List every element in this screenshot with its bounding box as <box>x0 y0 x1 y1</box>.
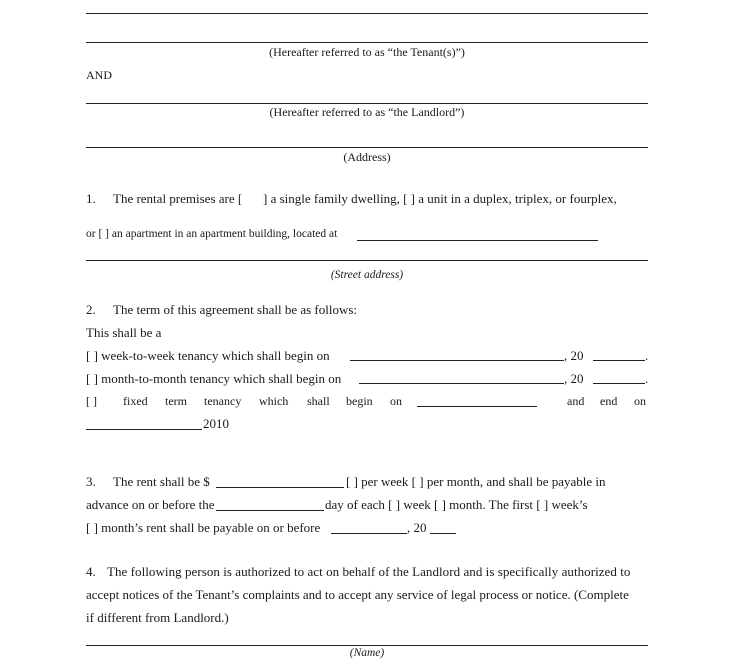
street-address-line[interactable] <box>86 260 648 261</box>
street-address-caption: (Street address) <box>330 269 404 281</box>
fixed-term-end-w2: on <box>634 394 646 408</box>
first-rent-date-blank[interactable] <box>331 533 407 534</box>
fixed-term-w6: begin <box>346 394 373 408</box>
fixed-term-w5: shall <box>307 394 330 408</box>
clause2-heading: The term of this agreement shall be as follows: <box>113 302 358 317</box>
fixed-term-w3: tenancy <box>204 394 242 408</box>
tenant-name-line-1[interactable] <box>86 13 648 14</box>
week-to-week-option[interactable]: [ ] week-to-week tenancy which shall begin on <box>86 348 330 363</box>
clause1-line1-start: The rental premises are [ <box>113 191 243 206</box>
month-to-month-year-blank[interactable] <box>593 383 645 384</box>
clause2-subheading: This shall be a <box>86 325 162 340</box>
clause4-line1: The following person is authorized to act on behalf of the Landlord and is specifically authorized to <box>107 564 631 579</box>
landlord-name-line[interactable] <box>86 103 648 104</box>
month-to-month-start-blank[interactable] <box>359 383 564 384</box>
clause2-number: 2. <box>86 302 96 317</box>
fixed-term-w0[interactable]: [ ] <box>86 394 97 408</box>
fixed-term-w7: on <box>390 394 402 408</box>
fixed-term-end-blank[interactable] <box>86 429 202 430</box>
month-to-month-year-prefix: , 20 <box>564 371 584 386</box>
address-caption: (Address) <box>343 150 391 164</box>
clause1-line1-end: ] a single family dwelling, [ ] a unit in a duplex, triplex, or fourplex, <box>263 191 617 206</box>
fixed-term-start-blank[interactable] <box>417 406 537 407</box>
clause3-line1-end: [ ] per week [ ] per month, and shall be payable in <box>346 474 606 489</box>
week-to-week-year-prefix: , 20 <box>564 348 584 363</box>
clause1-line2: or [ ] an apartment in an apartment building, located at <box>86 228 338 240</box>
rent-due-day-blank[interactable] <box>216 510 324 511</box>
first-rent-year-blank[interactable] <box>430 533 456 534</box>
week-to-week-start-blank[interactable] <box>350 360 564 361</box>
clause3-line3-year: , 20 <box>407 520 427 535</box>
fixed-term-w2: term <box>165 394 187 408</box>
clause4-line3: if different from Landlord.) <box>86 610 229 625</box>
clause3-number: 3. <box>86 474 96 489</box>
tenant-caption: (Hereafter referred to as “the Tenant(s)”) <box>269 45 465 59</box>
clause3-line3-start: [ ] month’s rent shall be payable on or before <box>86 520 321 535</box>
clause4-number: 4. <box>86 564 96 579</box>
and-label: AND <box>86 68 112 82</box>
clause3-line2-end: day of each [ ] week [ ] month. The first [ ] week’s <box>325 497 588 512</box>
fixed-term-w1: fixed <box>123 394 148 408</box>
fixed-term-end-year: 2010 <box>203 416 229 431</box>
month-to-month-option[interactable]: [ ] month-to-month tenancy which shall begin on <box>86 371 342 386</box>
clause3-line2-start: advance on or before the <box>86 497 215 512</box>
clause3-line1-start: The rent shall be $ <box>113 474 210 489</box>
clause4-line2: accept notices of the Tenant’s complaints and to accept any service of legal process or notice. (Complete <box>86 587 629 602</box>
rent-amount-blank[interactable] <box>216 487 344 488</box>
fixed-term-w4: which <box>259 394 289 408</box>
week-to-week-year-blank[interactable] <box>593 360 645 361</box>
fixed-term-end-w0: and <box>567 394 585 408</box>
landlord-caption: (Hereafter referred to as “the Landlord”) <box>269 105 465 119</box>
authorized-agent-name-line[interactable] <box>86 645 648 646</box>
fixed-term-end-w1: end <box>600 394 618 408</box>
premises-location-blank[interactable] <box>357 240 598 241</box>
month-to-month-period: . <box>645 371 649 386</box>
clause1-number: 1. <box>86 191 96 206</box>
week-to-week-period: . <box>645 348 649 363</box>
tenant-name-line-2[interactable] <box>86 42 648 43</box>
name-caption: (Name) <box>349 647 385 659</box>
landlord-address-line[interactable] <box>86 147 648 148</box>
